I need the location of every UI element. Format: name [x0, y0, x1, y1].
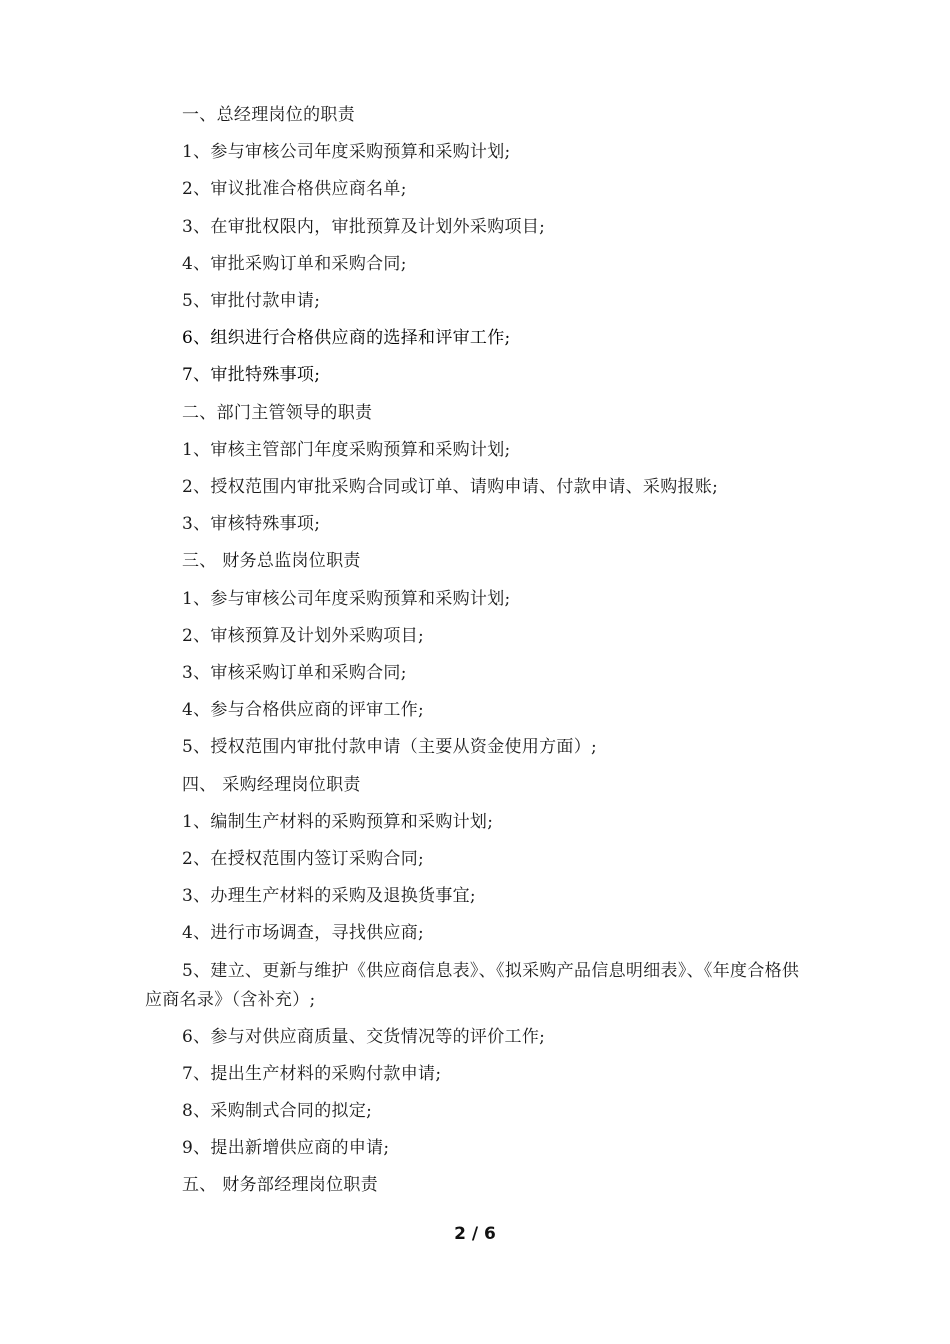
list-item: 5、授权范围内审批付款申请（主要从资金使用方面）; [182, 737, 598, 758]
list-item: 3、审核特殊事项; [182, 514, 321, 535]
list-item: 8、采购制式合同的拟定; [182, 1101, 373, 1122]
list-item: 4、参与合格供应商的评审工作; [182, 700, 425, 721]
list-item: 2、审核预算及计划外采购项目; [182, 625, 425, 646]
list-item: 4、进行市场调查，寻找供应商; [182, 923, 425, 944]
list-item: 3、办理生产材料的采购及退换货事宜; [182, 886, 476, 907]
list-item: 9、提出新增供应商的申请; [182, 1138, 390, 1159]
list-item: 1、编制生产材料的采购预算和采购计划; [182, 811, 494, 832]
list-item: 2、授权范围内审批采购合同或订单、请购申请、付款申请、采购报账; [182, 477, 719, 498]
section-heading: 五、 财务部经理岗位职责 [182, 1175, 379, 1196]
list-item: 6、参与对供应商质量、交货情况等的评价工作; [182, 1026, 546, 1047]
list-item: 3、在审批权限内，审批预算及计划外采购项目; [182, 216, 546, 237]
list-item: 7、提出生产材料的采购付款申请; [182, 1063, 442, 1084]
page-number: 2 / 6 [454, 1224, 496, 1244]
list-item: 2、在授权范围内签订采购合同; [182, 849, 425, 870]
list-item: 2、审议批准合格供应商名单; [182, 179, 407, 200]
list-item: 1、审核主管部门年度采购预算和采购计划; [182, 439, 511, 460]
list-item: 3、审核采购订单和采购合同; [182, 663, 407, 684]
list-item: 4、审批采购订单和采购合同; [182, 253, 407, 274]
document-body [145, 97, 805, 1205]
list-item: 5、建立、更新与维护《供应商信息表》、《拟采购产品信息明细表》、《年度合格供应商名录》（含补充）; [145, 960, 800, 1010]
list-item: 6、组织进行合格供应商的选择和评审工作; [182, 328, 511, 349]
list-item: 5、审批付款申请; [182, 291, 321, 312]
section-heading: 四、 采购经理岗位职责 [182, 774, 361, 795]
section-heading: 二、部门主管领导的职责 [182, 402, 373, 423]
list-item: 1、参与审核公司年度采购预算和采购计划; [182, 588, 511, 609]
list-item: 7、审批特殊事项; [182, 365, 321, 386]
section-heading: 三、 财务总监岗位职责 [182, 551, 361, 572]
section-heading: 一、总经理岗位的职责 [182, 105, 355, 125]
list-item: 1、参与审核公司年度采购预算和采购计划; [182, 142, 511, 163]
